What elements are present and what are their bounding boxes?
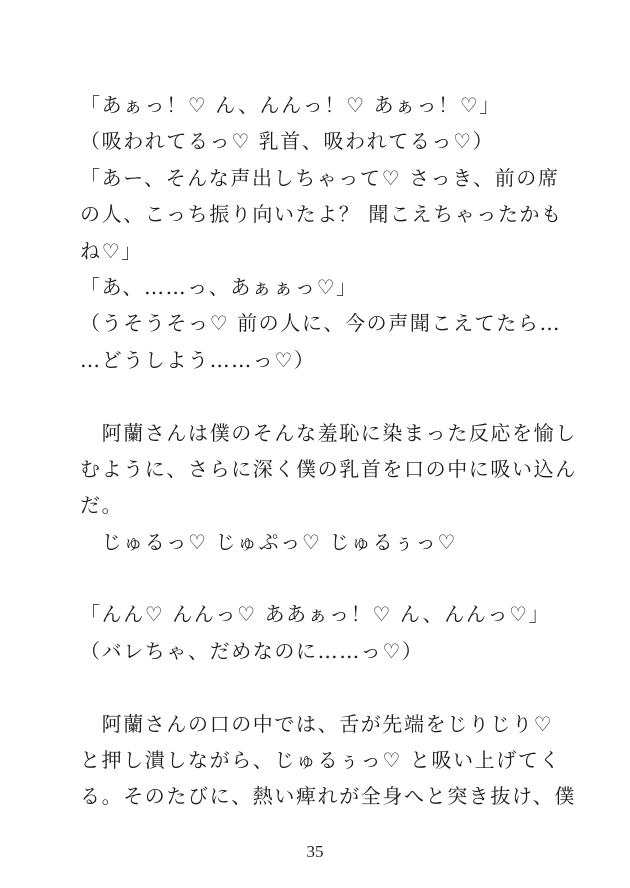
text-line: （バレちゃ、だめなのに……っ♡） bbox=[80, 638, 424, 663]
text-line: だ。 bbox=[80, 493, 124, 518]
text-line: じゅるっ♡ じゅぷっ♡ じゅるぅっ♡ bbox=[80, 529, 457, 554]
page-body bbox=[80, 87, 580, 815]
text-line: 「あー、そんな声出しちゃって♡ さっき、前の席 bbox=[80, 165, 560, 190]
paragraph-gap bbox=[80, 560, 580, 596]
paragraph-gap bbox=[80, 378, 580, 414]
text-line: の人、こっち振り向いたよ？ 聞こえちゃったかも bbox=[80, 202, 563, 227]
text-line: 阿蘭さんの口の中では、舌が先端をじりじり♡ bbox=[80, 711, 554, 736]
text-line: る。そのたびに、熱い痺れが全身へと突き抜け、僕 bbox=[80, 784, 576, 809]
text-line: 「んん♡ んんっ♡ ああぁっ！♡ ん、んんっ♡」 bbox=[80, 602, 551, 627]
page-number: 35 bbox=[306, 842, 324, 861]
text-line: ね♡」 bbox=[80, 238, 143, 263]
text-line: …どうしよう……っ♡） bbox=[80, 347, 316, 372]
text-line: むように、さらに深く僕の乳首を口の中に吸い込ん bbox=[80, 456, 577, 481]
text-line: （うそうそっ♡ 前の人に、今の声聞こえてたら… bbox=[80, 311, 562, 336]
text-line: 「あ、……っ、あぁぁっ♡」 bbox=[80, 274, 358, 299]
text-line: 阿蘭さんは僕のそんな羞恥に染まった反応を愉し bbox=[80, 420, 577, 445]
text-line: 「あぁっ！♡ ん、んんっ！♡ あぁっ！♡」 bbox=[80, 93, 501, 117]
paragraph-gap bbox=[80, 669, 580, 705]
text-line: と押し潰しながら、じゅるぅっ♡ と吸い上げてく bbox=[80, 748, 562, 773]
text-line: （吸われてるっ♡ 乳首、吸われてるっ♡） bbox=[80, 129, 495, 154]
